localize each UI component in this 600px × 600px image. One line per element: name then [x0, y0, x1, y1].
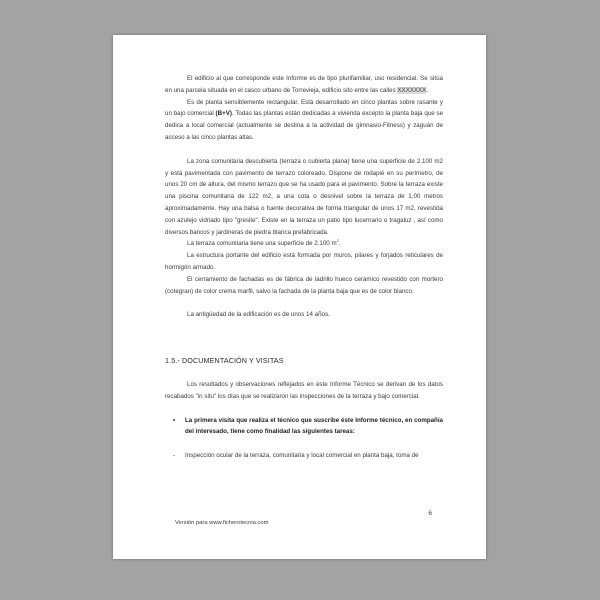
floors-code: (B+V) [215, 110, 232, 118]
paragraph [165, 73, 443, 97]
paragraph [165, 238, 443, 250]
dash-icon: - [173, 452, 176, 460]
paragraph [165, 97, 443, 144]
paragraph: Los resultados y observaciones reflejados en éste Informe Técnico se derivan de los datos recabados "in situ" los días que se realizaron las inspecciones de la terraza y bajo comercial. [165, 380, 443, 400]
paragraph-text: . [426, 86, 429, 94]
paragraph-text: El edificio al que corresponde este Informe es de tipo plurifamiliar, uso residencial. Se sitúa en una parcela situada en el casco urbano de Torrevieja, edificio sito entre las calles [165, 75, 443, 94]
paragraph: La estructura portante del edificio está formada por muros, pilares y forjados reticulares de hormigón armado. [165, 252, 443, 271]
paragraph-text: Es de planta sensiblemente rectangular. Está desarrollado en cinco plantas sobre rasante y un bajo comercial [165, 98, 443, 118]
page-number: 6 [428, 510, 432, 517]
bullet-text: La primera visita que realiza el técnico que suscribe éste Informe técnico, en compañía del interesado, tiene como finalidad las siguientes tareas: [185, 416, 443, 436]
section-title: 1.5.- DOCUMENTACIÓN Y VISITAS [165, 356, 284, 366]
bullet-icon: • [173, 416, 176, 424]
superscript: 2 [336, 238, 339, 244]
paragraph-text: La terraza comunitaria tiene una superficie de 2.100 m [187, 240, 337, 248]
paragraph: La antigüedad de la edificación es de unos 14 años. [187, 311, 330, 319]
dash-text: Inspección ocular de la terraza, comunitaria y local comercial en planta baja, toma de [185, 452, 419, 460]
paragraph-text: . [338, 240, 341, 248]
document-body [165, 73, 443, 462]
footer-link[interactable]: Versión para www.ficherotecnia.com [175, 520, 269, 526]
paragraph-text: . Todas las plantas están dedicadas a vivienda excepto la planta baja que se dedica a local comercial (actualmente se destina a la actividad de gimnasio-Fitness) y zaguán de acceso a las cinco plantas altas. [165, 110, 444, 141]
document-page [113, 35, 486, 559]
dash-item [173, 450, 443, 462]
highlighted-street-placeholder: XXXXXXX [397, 86, 427, 94]
bullet-item [173, 415, 443, 439]
paragraph: La zona comunitaria descubierta (terraza o cubierta plana) tiene una superficie de 2.100 m2 y está pavimentada con pavimento de terrazo coloreado. Dispone de rodapié en su perímetro, de unos 20 cm de altura, del mismo terrazo que se ha usado para el pavimento. Sobre la terraza existe una piscina comunitaria de 122 m2, a una cota o desnivel sobre la terraza de 1,00 metros aproximadamente. Hay una balsa o fuente decorativa de forma triangular de unos 17 m2, revestida con azulejo vidriado tipo "gresite". Existe en la terraza un patio tipo lucernario o tragaluz , así como diversos bancos y jardineras de piedra blanca prefabricada. [165, 157, 443, 236]
paragraph: El cerramiento de fachadas es de fábrica de ladrillo hueco cerámico revestido con mortero (cotegran) de color crema marfil, salvo la fachada de la planta baja que es de color blanco. [165, 275, 443, 295]
